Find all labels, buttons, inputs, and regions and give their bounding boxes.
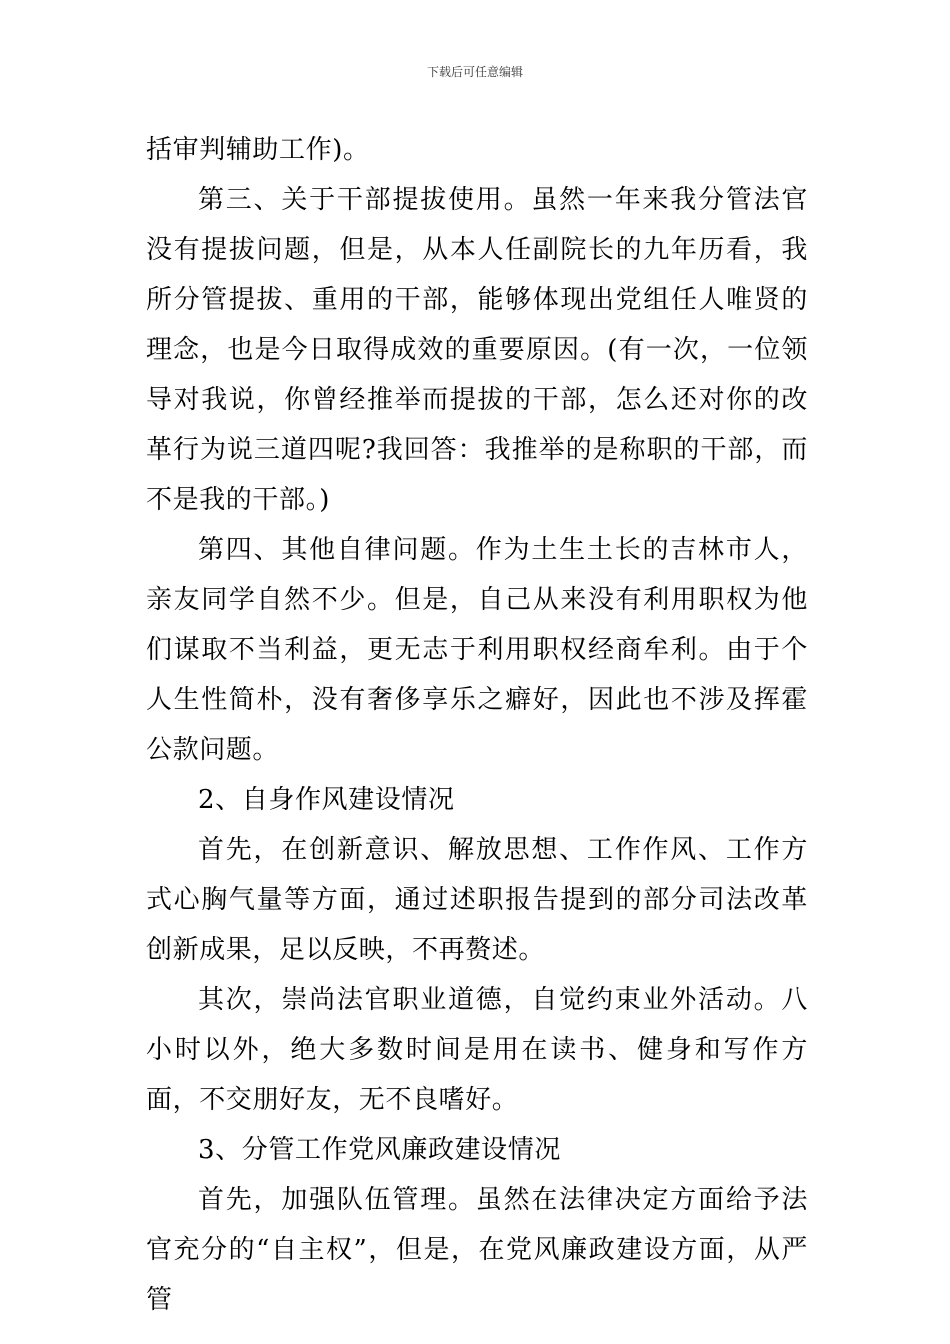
paragraph-team-management: 首先，加强队伍管理。虽然在法律决定方面给予法官充分的“自主权”，但是，在党风廉政建设方面，从严管 <box>146 1185 808 1315</box>
paragraph-continuation: 括审判辅助工作)。 <box>146 135 370 165</box>
section-heading-work-style: 2、自身作风建设情况 <box>198 785 455 815</box>
paragraph-innovation: 首先，在创新意识、解放思想、工作作风、工作方式心胸气量等方面，通过述职报告提到的部分司法改革创新成果，足以反映，不再赘述。 <box>146 835 808 965</box>
paragraph-self-discipline: 第四、其他自律问题。作为土生土长的吉林市人，亲友同学自然不少。但是，自己从来没有利用职权为他们谋取不当利益，更无志于利用职权经商牟利。由于个人生性简朴，没有奢侈享乐之癖好，因此也不涉及挥霍公款问题。 <box>146 535 808 765</box>
paragraph-ethics: 其次，崇尚法官职业道德，自觉约束业外活动。八小时以外，绝大多数时间是用在读书、健身和写作方面，不交朋好友，无不良嗜好。 <box>146 985 808 1115</box>
document-body <box>146 125 808 1325</box>
page-header: 下载后可任意编辑 <box>426 65 523 79</box>
section-heading-party-conduct: 3、分管工作党风廉政建设情况 <box>198 1135 561 1165</box>
paragraph-cadre-promotion: 第三、关于干部提拔使用。虽然一年来我分管法官没有提拔问题，但是，从本人任副院长的九年历看，我所分管提拔、重用的干部，能够体现出党组任人唯贤的理念，也是今日取得成效的重要原因。(有一次，一位领导对我说，你曾经推举而提拔的干部，怎么还对你的改革行为说三道四呢?我回答：我推举的是称职的干部，而不是我的干部。) <box>146 185 808 515</box>
